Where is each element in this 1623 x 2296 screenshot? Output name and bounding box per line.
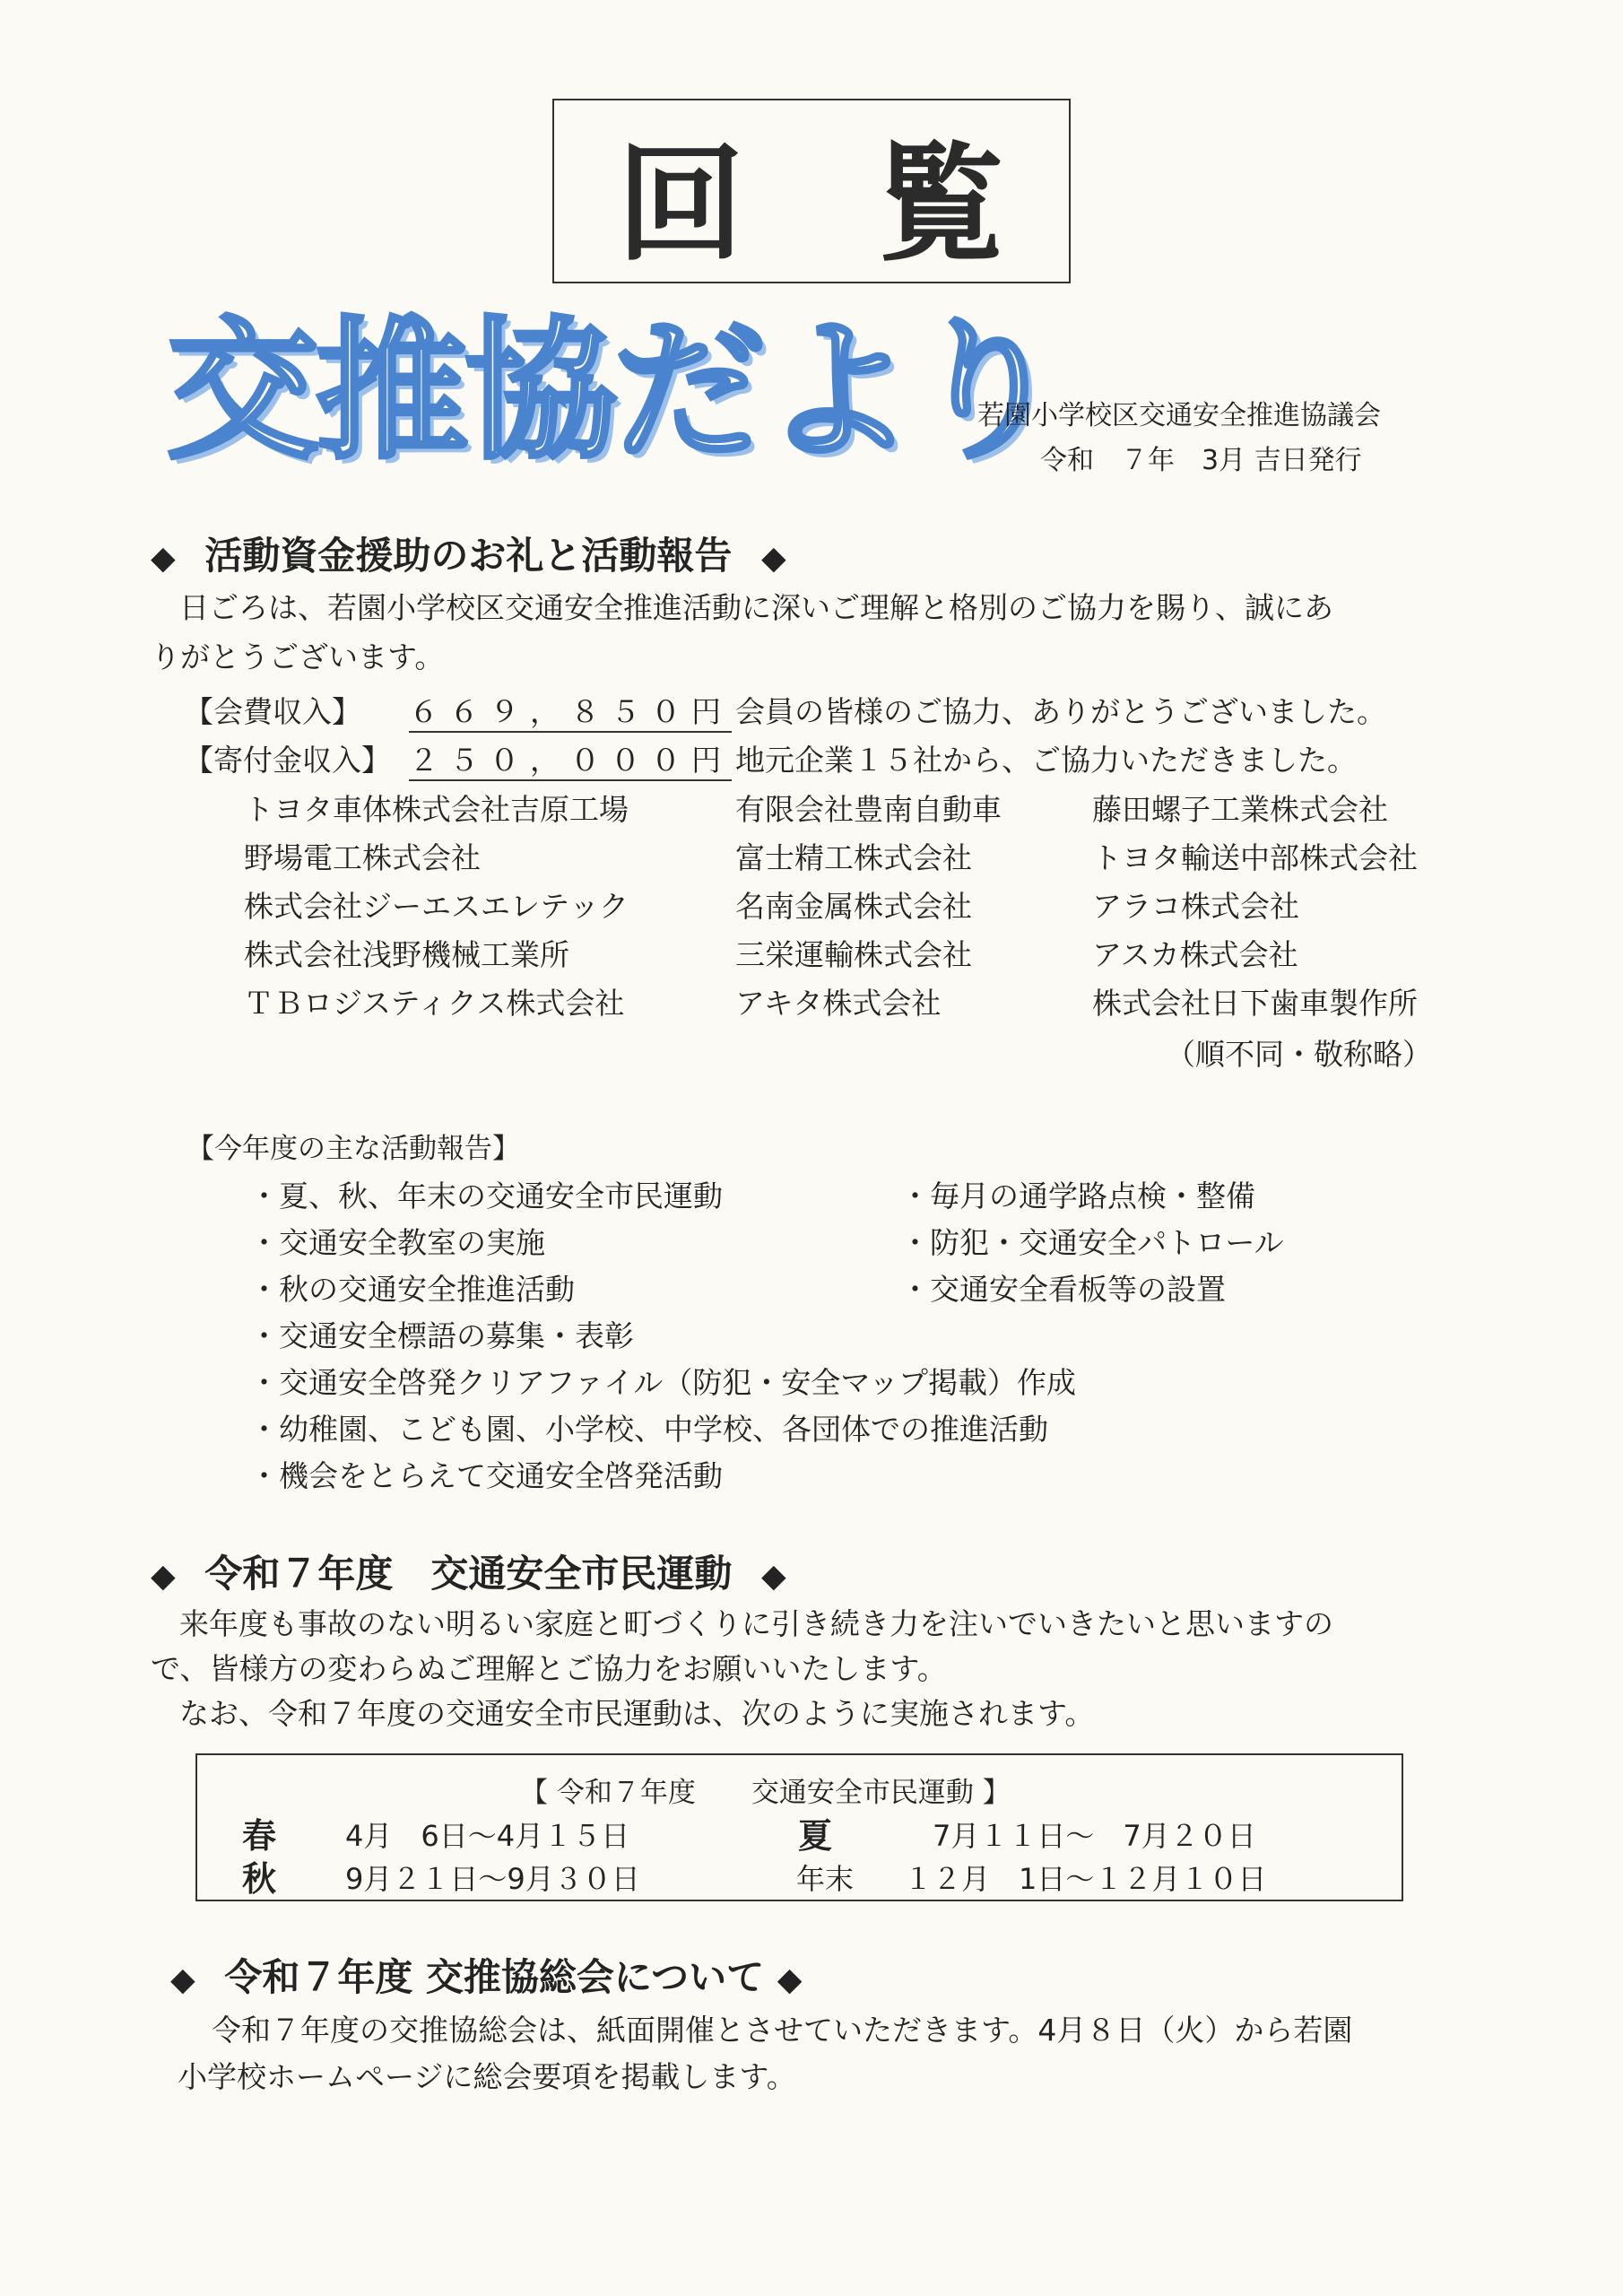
organization-name: 若園小学校区交通安全推進協議会 [977,400,1381,431]
newsletter-logo: 交推協だより [167,303,1061,481]
companies-note: （順不同・敬称略） [1166,1037,1432,1072]
company-list-item: 三栄運輸株式会社 [735,937,972,972]
season-label-summer: 夏 [798,1816,833,1856]
campaign-line-3: なお、令和７年度の交通安全市民運動は、次のように実施されます。 [179,1696,1095,1731]
season-dates-yearend: １２月 1日～１２月１０日 [904,1862,1267,1896]
membership-income-amount: ６６９，８５０円 [409,689,732,733]
section-heading-general-meeting: ◆ 令和７年度 交推協総会について ◆ [170,1955,803,1999]
membership-income-note: 会員の皆様のご協力、ありがとうございました。 [735,694,1386,729]
company-list-item: アキタ株式会社 [735,986,942,1021]
diamond-icon: ◆ [151,1558,176,1595]
activity-item: ・交通安全啓発クリアファイル（防犯・安全マップ掲載）作成 [249,1365,1077,1400]
company-list-item: アラコ株式会社 [1092,889,1299,924]
kairan-char-2: 覧 [877,131,1004,279]
company-list-item: 有限会社豊南自動車 [735,792,1002,827]
schedule-title: 【 令和７年度 交通安全市民運動 】 [520,1777,1011,1809]
diamond-icon: ◆ [777,1961,803,1998]
activity-item: ・毎月の通学路点検・整備 [900,1178,1255,1213]
issue-date: 令和 ７年 3月 吉日発行 [1040,445,1362,476]
section-heading-funding: ◆ 活動資金援助のお礼と活動報告 ◆ [151,534,786,578]
activities-heading: 【今年度の主な活動報告】 [187,1133,520,1165]
activity-item: ・機会をとらえて交通安全啓発活動 [249,1458,723,1493]
company-list-item: 株式会社ジーエスエレテック [244,889,629,924]
season-dates-summer: 7月１１日～ 7月２０日 [933,1819,1256,1853]
diamond-icon: ◆ [151,540,176,577]
diamond-icon: ◆ [760,540,786,577]
season-dates-autumn: 9月２１日～9月３０日 [345,1862,640,1896]
meeting-line-2: 小学校ホームページに総会要項を掲載します。 [178,2059,796,2094]
activity-item: ・幼稚園、こども園、小学校、中学校、各団体での推進活動 [249,1412,1048,1447]
campaign-line-2: で、皆様方の変わらぬご理解とご協力をお願いいたします。 [151,1651,947,1686]
company-list-item: 富士精工株式会社 [735,840,972,875]
kairan-char-1: 回 [617,131,744,279]
campaign-line-1: 来年度も事故のない明るい家庭と町づくりに引き続き力を注いでいきたいと思いますの [179,1606,1333,1641]
company-list-item: 藤田螺子工業株式会社 [1092,792,1388,827]
intro-line-1: 日ごろは、若園小学校区交通安全推進活動に深いご理解と格別のご協力を賜り、誠にあ [179,590,1333,625]
diamond-icon: ◆ [760,1558,786,1595]
company-list-item: アスカ株式会社 [1092,937,1298,972]
company-list-item: 名南金属株式会社 [735,889,972,924]
section-heading-campaign: ◆ 令和７年度 交通安全市民運動 ◆ [151,1552,786,1596]
company-list-item: 野場電工株式会社 [244,840,481,875]
company-list-item: ＴＢロジスティクス株式会社 [244,986,625,1021]
company-list-item: 株式会社浅野機械工業所 [244,937,569,972]
activity-item: ・交通安全標語の募集・表彰 [249,1318,634,1353]
activity-item: ・秋の交通安全推進活動 [249,1272,575,1307]
activity-item: ・夏、秋、年末の交通安全市民運動 [249,1178,723,1213]
activity-item: ・交通安全教室の実施 [249,1225,545,1260]
membership-income-label: 【会費収入】 [184,694,361,729]
activity-item: ・防犯・交通安全パトロール [900,1225,1284,1260]
donation-income-amount: ２５０，０００円 [409,737,732,781]
diamond-icon: ◆ [170,1961,195,1998]
activity-item: ・交通安全看板等の設置 [900,1272,1226,1307]
intro-line-2: りがとうございます。 [151,639,445,674]
donation-income-label: 【寄付金収入】 [184,743,391,778]
season-label-yearend: 年末 [796,1862,855,1896]
season-dates-spring: 4月 6日～4月１５日 [345,1819,630,1853]
meeting-line-1: 令和７年度の交推協総会は、紙面開催とさせていただきます。4月８日（火）から若園 [212,2013,1353,2048]
company-list-item: トヨタ車体株式会社吉原工場 [244,792,629,827]
season-label-autumn: 秋 [242,1859,277,1899]
donation-income-note: 地元企業１５社から、ご協力いただきました。 [735,743,1357,778]
season-label-spring: 春 [242,1816,277,1856]
company-list-item: 株式会社日下歯車製作所 [1092,986,1418,1021]
company-list-item: トヨタ輸送中部株式会社 [1092,840,1418,875]
